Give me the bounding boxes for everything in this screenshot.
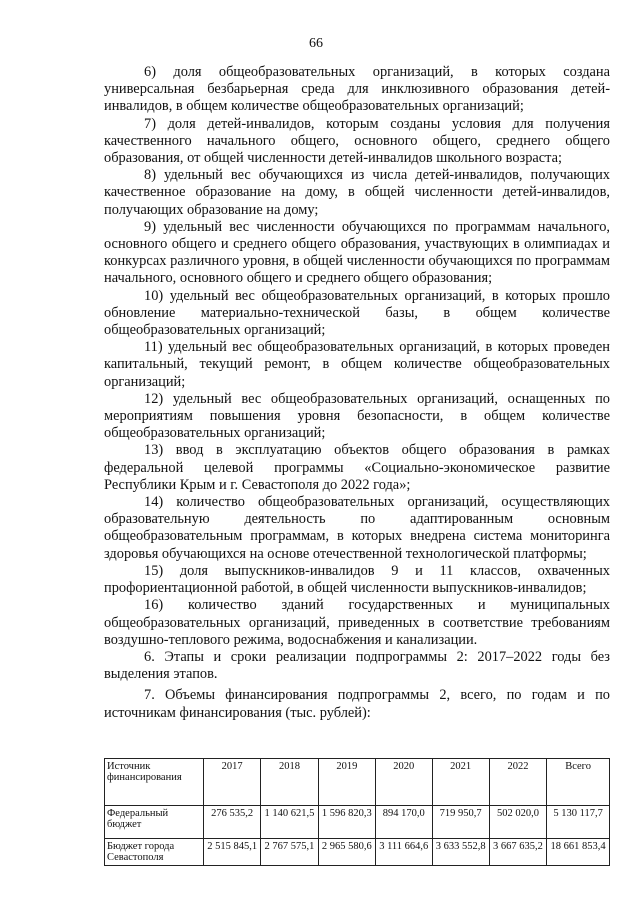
table-header-cell: Источник финансирования <box>105 759 204 806</box>
table-header-cell: 2019 <box>318 759 375 806</box>
paragraph-item-11: 11) удельный вес общеобразовательных организаций, в которых проведен капитальный, текущий ремонт, в общем количестве общеобразовательных организаций; <box>104 339 610 390</box>
table-cell: 3 633 552,8 <box>432 839 489 866</box>
table-cell-source: Федеральный бюджет <box>105 806 204 839</box>
table-cell: 894 170,0 <box>375 806 432 839</box>
table-cell: 2 767 575,1 <box>261 839 318 866</box>
table-header-cell: 2018 <box>261 759 318 806</box>
paragraph-item-16: 16) количество зданий государственных и муниципальных общеобразовательных организаций, приведенных в соответствие требованиям воздушно-теплового режима, водоснабжения и канализации. <box>104 597 610 648</box>
table-cell: 1 140 621,5 <box>261 806 318 839</box>
table-header-cell: 2020 <box>375 759 432 806</box>
table-cell: 1 596 820,3 <box>318 806 375 839</box>
table-header-cell: 2021 <box>432 759 489 806</box>
paragraph-item-9: 9) удельный вес численности обучающихся по программам начального, основного общего и среднего общего образования, участвующих в олимпиадах и конкурсах различного уровня, в общей численности обучающихся по программам начального, основного общего и среднего общего образования; <box>104 218 610 287</box>
table-cell: 719 950,7 <box>432 806 489 839</box>
section-6-stages: 6. Этапы и сроки реализации подпрограммы 2: 2017–2022 годы без выделения этапов. <box>104 648 610 683</box>
paragraph-item-14: 14) количество общеобразовательных организаций, осуществляющих образовательную деятельность по адаптированным основным общеобразовательным программам, в которых внедрена система мониторинга здоровья обучающихся на основе отечественной технологической платформы; <box>104 494 610 562</box>
section-7-financing: 7. Объемы финансирования подпрограммы 2, всего, по годам и по источникам финансирования (тыс. рублей): <box>104 687 610 721</box>
paragraph-item-6: 6) доля общеобразовательных организаций, в которых создана универсальная безбарьерная среда для инклюзивного образования детей-инвалидов, в общем количестве общеобразовательных организаций; <box>104 64 610 115</box>
table-cell: 5 130 117,7 <box>547 806 610 839</box>
paragraph-item-8: 8) удельный вес обучающихся из числа детей-инвалидов, получающих качественное образование на дому, в общей численности детей-инвалидов, получающих образование на дому; <box>104 167 610 218</box>
paragraph-item-7: 7) доля детей-инвалидов, которым созданы условия для получения качественного начального общего, основного общего, среднего общего образования, от общей численности детей-инвалидов школьного возраста; <box>104 115 610 167</box>
page-number: 66 <box>309 36 323 51</box>
table-cell: 502 020,0 <box>489 806 546 839</box>
table-cell: 276 535,2 <box>204 806 261 839</box>
table-row <box>105 806 610 839</box>
table-header-cell: 2022 <box>489 759 546 806</box>
paragraph-item-12: 12) удельный вес общеобразовательных организаций, оснащенных по мероприятиям повышения уровня безопасности, в общем количестве общеобразовательных организаций; <box>104 390 610 442</box>
paragraph-item-13: 13) ввод в эксплуатацию объектов общего образования в рамках федеральной целевой программы «Социально-экономическое развитие Республики Крым и г. Севастополя до 2022 года»; <box>104 442 610 493</box>
document-body <box>104 64 610 722</box>
table-cell: 3 111 664,6 <box>375 839 432 866</box>
table-cell: 18 661 853,4 <box>547 839 610 866</box>
table-cell: 3 667 635,2 <box>489 839 546 866</box>
financing-table <box>104 758 610 866</box>
table-header-row <box>105 759 610 806</box>
table-row <box>105 839 610 866</box>
table-cell: 2 965 580,6 <box>318 839 375 866</box>
table-cell: 2 515 845,1 <box>204 839 261 866</box>
table-cell-source: Бюджет города Севастополя <box>105 839 204 866</box>
table-header-cell: Всего <box>547 759 610 806</box>
paragraph-item-10: 10) удельный вес общеобразовательных организаций, в которых прошло обновление материально-технической базы, в общем количестве общеобразовательных организаций; <box>104 287 610 339</box>
table-header-cell: 2017 <box>204 759 261 806</box>
paragraph-item-15: 15) доля выпускников-инвалидов 9 и 11 классов, охваченных профориентационной работой, в общей численности выпускников-инвалидов; <box>104 562 610 597</box>
